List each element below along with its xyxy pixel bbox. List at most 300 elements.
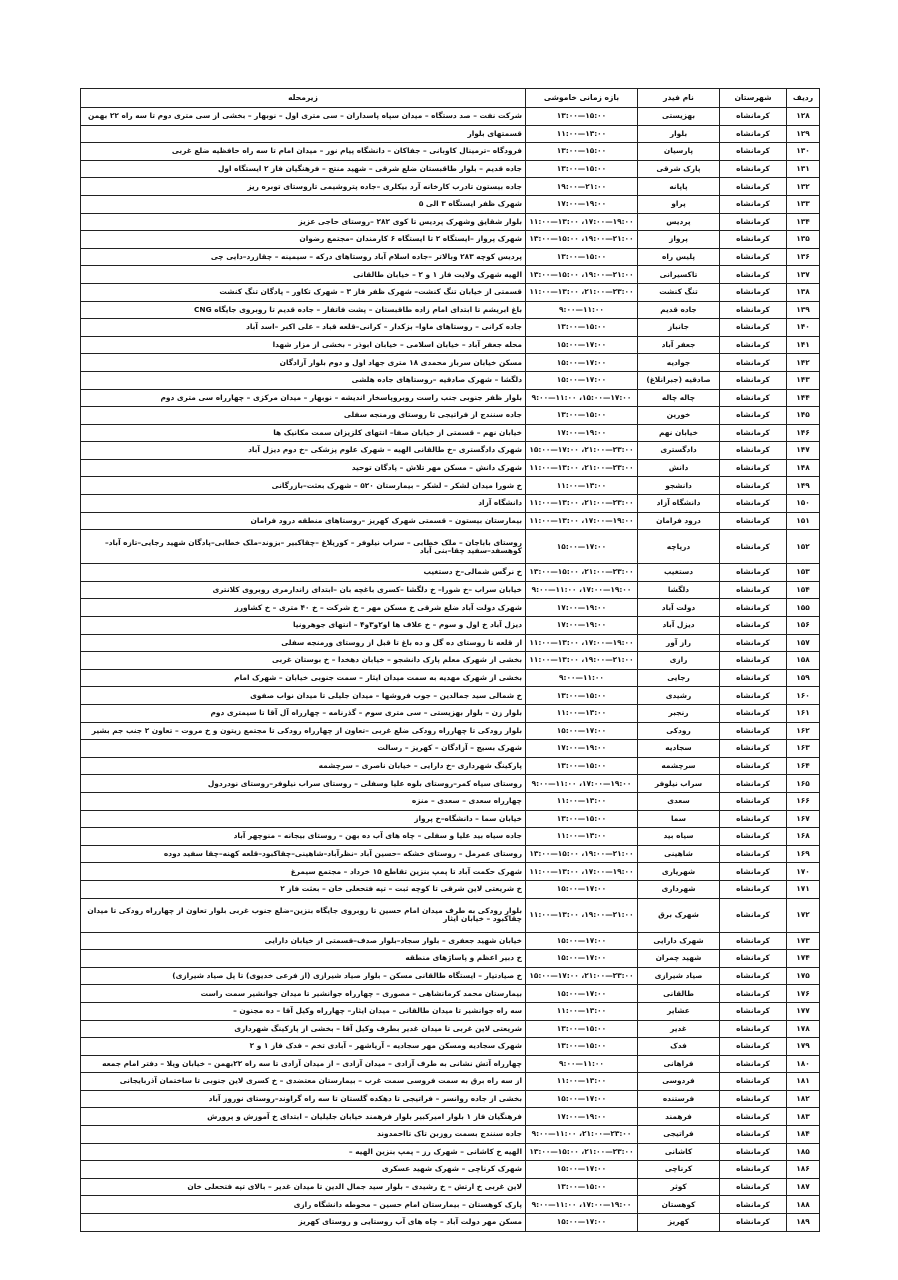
cell-feeder-name: سجادیه: [638, 740, 720, 758]
cell-row-number: ۱۴۴: [787, 389, 820, 407]
table-row: [81, 792, 820, 810]
table-row: [81, 1002, 820, 1020]
cell-outage-time: ۱۳:۰۰—۱۱:۰۰: [526, 792, 638, 810]
cell-feeder-name: سرچشمه: [638, 757, 720, 775]
cell-row-number: ۱۸۹: [787, 1214, 820, 1232]
cell-row-number: ۱۴۲: [787, 354, 820, 372]
cell-row-number: ۱۸۴: [787, 1126, 820, 1144]
cell-feeder-name: پراو: [638, 195, 720, 213]
cell-feeder-name: کوهستان: [638, 1196, 720, 1214]
cell-row-number: ۱۸۶: [787, 1161, 820, 1179]
cell-outage-time: ۲۱:۰۰—۱۹:۰۰، ۱۳:۰۰—۱۱:۰۰: [526, 652, 638, 670]
cell-city: کرمانشاه: [720, 160, 787, 178]
cell-outage-time: ۱۹:۰۰—۱۷:۰۰، ۱۳:۰۰—۱۱:۰۰: [526, 634, 638, 652]
cell-city: کرمانشاه: [720, 1214, 787, 1232]
cell-outage-time: ۱۹:۰۰—۱۷:۰۰: [526, 617, 638, 635]
cell-outage-time: ۱۹:۰۰—۱۷:۰۰، ۱۱:۰۰—۹:۰۰: [526, 581, 638, 599]
cell-row-number: ۱۵۳: [787, 564, 820, 582]
cell-sub-area: الهیه شهرک ولایت فاز ۱ و ۲ – خیابان طالقانی: [81, 266, 526, 284]
outage-schedule-table: [80, 88, 820, 1232]
cell-feeder-name: تنگ کنشت: [638, 283, 720, 301]
cell-outage-time: ۱۳:۰۰—۱۱:۰۰: [526, 828, 638, 846]
cell-outage-time: ۲۳:۰۰—۲۱:۰۰، ۱۵:۰۰—۱۳:۰۰: [526, 564, 638, 582]
cell-city: کرمانشاه: [720, 336, 787, 354]
cell-sub-area: سه راه جوانشیر تا میدان طالقانی – میدان ایثار– چهارراه وکیل آقا – ده مجنون –: [81, 1002, 526, 1020]
table-row: [81, 371, 820, 389]
cell-row-number: ۱۳۳: [787, 195, 820, 213]
cell-row-number: ۱۴۹: [787, 477, 820, 495]
table-row: [81, 652, 820, 670]
table-row: [81, 985, 820, 1003]
cell-city: کرمانشاه: [720, 424, 787, 442]
cell-outage-time: ۱۹:۰۰—۱۷:۰۰: [526, 740, 638, 758]
cell-row-number: ۱۵۸: [787, 652, 820, 670]
cell-row-number: ۱۸۱: [787, 1073, 820, 1091]
cell-feeder-name: تاکسیرانی: [638, 266, 720, 284]
cell-outage-time: ۱۵:۰۰—۱۳:۰۰: [526, 1038, 638, 1056]
cell-outage-time: ۱۷:۰۰—۱۵:۰۰، ۱۱:۰۰—۹:۰۰: [526, 389, 638, 407]
cell-outage-time: ۱۹:۰۰—۱۷:۰۰: [526, 1108, 638, 1126]
cell-outage-time: ۱۹:۰۰—۱۷:۰۰، ۱۱:۰۰—۹:۰۰: [526, 775, 638, 793]
table-row: [81, 1090, 820, 1108]
cell-row-number: ۱۵۹: [787, 669, 820, 687]
cell-outage-time: ۲۱:۰۰—۱۹:۰۰، ۱۵:۰۰—۱۳:۰۰: [526, 845, 638, 863]
cell-row-number: ۱۷۹: [787, 1038, 820, 1056]
cell-feeder-name: صیاد شیرازی: [638, 967, 720, 985]
cell-sub-area: خ نرگس شمالی–خ دستغیب: [81, 564, 526, 582]
cell-feeder-name: سعدی: [638, 792, 720, 810]
cell-city: کرمانشاه: [720, 283, 787, 301]
table-row: [81, 336, 820, 354]
cell-sub-area: خ صیادتیار – ایستگاه طالقانی مسکن – بلوار صیاد شیرازی (از فرعی خدیوی) تا پل صیاد شیرازی): [81, 967, 526, 985]
cell-city: کرمانشاه: [720, 581, 787, 599]
cell-city: کرمانشاه: [720, 950, 787, 968]
cell-city: کرمانشاه: [720, 599, 787, 617]
cell-feeder-name: شهرک برق: [638, 898, 720, 932]
table-row: [81, 1126, 820, 1144]
cell-outage-time: ۱۹:۰۰—۱۷:۰۰: [526, 195, 638, 213]
cell-outage-time: ۱۳:۰۰—۱۱:۰۰: [526, 1002, 638, 1020]
cell-city: کرمانشاه: [720, 108, 787, 126]
table-row: [81, 424, 820, 442]
cell-feeder-name: سما: [638, 810, 720, 828]
cell-outage-time: ۱۵:۰۰—۱۳:۰۰: [526, 143, 638, 161]
cell-city: کرمانشاه: [720, 687, 787, 705]
cell-city: کرمانشاه: [720, 757, 787, 775]
cell-city: کرمانشاه: [720, 1126, 787, 1144]
cell-feeder-name: جعفر آباد: [638, 336, 720, 354]
table-row: [81, 669, 820, 687]
cell-feeder-name: کاشانی: [638, 1143, 720, 1161]
outage-schedule-sheet: [80, 88, 820, 1232]
table-row: [81, 512, 820, 530]
cell-feeder-name: سیاه بید: [638, 828, 720, 846]
cell-row-number: ۱۸۸: [787, 1196, 820, 1214]
cell-sub-area: بلوار شقایق وشهرک پردیس تا کوی ۲۸۲ –روستای حاجی عزیز: [81, 213, 526, 231]
cell-outage-time: ۲۳:۰۰—۲۱:۰۰، ۱۷:۰۰—۱۵:۰۰: [526, 442, 638, 460]
header-feeder-name: نام فیدر: [638, 89, 720, 108]
cell-feeder-name: رازی: [638, 652, 720, 670]
cell-row-number: ۱۷۳: [787, 932, 820, 950]
cell-row-number: ۱۴۷: [787, 442, 820, 460]
cell-outage-time: ۱۳:۰۰—۱۱:۰۰: [526, 1073, 638, 1091]
cell-outage-time: ۲۳:۰۰—۲۱:۰۰، ۱۱:۰۰—۹:۰۰: [526, 1126, 638, 1144]
cell-city: کرمانشاه: [720, 828, 787, 846]
cell-sub-area: لاین غربی خ ارتش – خ رشیدی – بلوار سید جمال الدین تا میدان غدیر – بالای تپه فتحعلی خان: [81, 1178, 526, 1196]
table-row: [81, 442, 820, 460]
table-row: [81, 495, 820, 513]
cell-city: کرمانشاه: [720, 371, 787, 389]
table-row: [81, 1038, 820, 1056]
table-row: [81, 248, 820, 266]
cell-feeder-name: پلیس راه: [638, 248, 720, 266]
cell-feeder-name: دستغیب: [638, 564, 720, 582]
cell-row-number: ۱۸۷: [787, 1178, 820, 1196]
cell-row-number: ۱۷۴: [787, 950, 820, 968]
cell-row-number: ۱۸۲: [787, 1090, 820, 1108]
cell-feeder-name: شهرک دارایی: [638, 932, 720, 950]
cell-city: کرمانشاه: [720, 845, 787, 863]
cell-feeder-name: دلگشا: [638, 581, 720, 599]
cell-row-number: ۱۶۳: [787, 740, 820, 758]
cell-row-number: ۱۴۸: [787, 459, 820, 477]
table-row: [81, 845, 820, 863]
cell-feeder-name: شهرداری: [638, 880, 720, 898]
cell-sub-area: روستای سیاه کمر–روستای بلوه علیا وسفلی – روستای سراب نیلوفر–روستای نودردول: [81, 775, 526, 793]
table-row: [81, 266, 820, 284]
cell-city: کرمانشاه: [720, 319, 787, 337]
cell-feeder-name: طالقانی: [638, 985, 720, 1003]
cell-sub-area: فرودگاه –ترمینال کاوبانی – جفاکان – دانشگاه پیام نور – میدان امام تا سه راه حافظیه ضلع غربی: [81, 143, 526, 161]
table-row: [81, 1143, 820, 1161]
cell-outage-time: ۱۷:۰۰—۱۵:۰۰: [526, 336, 638, 354]
cell-feeder-name: خورین: [638, 407, 720, 425]
cell-row-number: ۱۳۶: [787, 248, 820, 266]
cell-feeder-name: پرواز: [638, 231, 720, 249]
cell-feeder-name: فرهمند: [638, 1108, 720, 1126]
cell-outage-time: ۲۱:۰۰—۱۹:۰۰: [526, 178, 638, 196]
cell-sub-area: بیمارستان محمد کرمانشاهی – مصوری – چهارراه جوانشیر تا میدان جوانشیر سمت راست: [81, 985, 526, 1003]
cell-sub-area: خیابان نهم – قسمتی از خیابان صفا– انتهای کلزیزان سمت مکانیک ها: [81, 424, 526, 442]
cell-row-number: ۱۵۰: [787, 495, 820, 513]
cell-sub-area: چهارراه سعدی – سعدی – منزه: [81, 792, 526, 810]
cell-outage-time: ۱۹:۰۰—۱۷:۰۰، ۱۳:۰۰—۱۱:۰۰: [526, 512, 638, 530]
cell-row-number: ۱۴۳: [787, 371, 820, 389]
cell-row-number: ۱۶۹: [787, 845, 820, 863]
cell-city: کرمانشاه: [720, 248, 787, 266]
cell-city: کرمانشاه: [720, 407, 787, 425]
cell-feeder-name: رودکی: [638, 722, 720, 740]
cell-outage-time: ۱۵:۰۰—۱۳:۰۰: [526, 248, 638, 266]
cell-outage-time: ۲۳:۰۰—۲۱:۰۰، ۱۳:۰۰—۱۱:۰۰: [526, 459, 638, 477]
cell-row-number: ۱۵۶: [787, 617, 820, 635]
cell-sub-area: بلوار ظفر جنوبی جنب راست روبروپاسخار اندیشه – نوبهار – میدان مرکزی – چهارراه سی متری دوم: [81, 389, 526, 407]
cell-sub-area: شهرک ظفر ایستگاه ۳ الی ۵: [81, 195, 526, 213]
cell-row-number: ۱۵۲: [787, 530, 820, 564]
cell-row-number: ۱۷۸: [787, 1020, 820, 1038]
cell-city: کرمانشاه: [720, 195, 787, 213]
cell-city: کرمانشاه: [720, 512, 787, 530]
cell-feeder-name: رشیدی: [638, 687, 720, 705]
table-row: [81, 530, 820, 564]
table-row: [81, 810, 820, 828]
cell-sub-area: خ شورا میدان لشکر – لشکر – بیمارستان ۵۲۰ – شهرک بعثت–بازرگانی: [81, 477, 526, 495]
cell-outage-time: ۱۵:۰۰—۱۳:۰۰: [526, 1178, 638, 1196]
cell-outage-time: ۱۷:۰۰—۱۵:۰۰: [526, 985, 638, 1003]
cell-city: کرمانشاه: [720, 143, 787, 161]
cell-row-number: ۱۳۰: [787, 143, 820, 161]
cell-sub-area: دانشگاه آزاد: [81, 495, 526, 513]
cell-sub-area: پردیس کوچه ۲۸۳ وبالاتر –جاده اسلام آباد روستاهای درکه – سیمینه – چقازرد–دایی چی: [81, 248, 526, 266]
cell-city: کرمانشاه: [720, 863, 787, 881]
cell-row-number: ۱۶۴: [787, 757, 820, 775]
cell-feeder-name: کهریز: [638, 1214, 720, 1232]
cell-sub-area: شهرک دانش – مسکن مهر تلاش – پادگان توحید: [81, 459, 526, 477]
cell-city: کرمانشاه: [720, 442, 787, 460]
cell-row-number: ۱۵۷: [787, 634, 820, 652]
cell-city: کرمانشاه: [720, 634, 787, 652]
cell-city: کرمانشاه: [720, 354, 787, 372]
cell-city: کرمانشاه: [720, 266, 787, 284]
cell-outage-time: ۱۵:۰۰—۱۳:۰۰: [526, 1020, 638, 1038]
cell-city: کرمانشاه: [720, 125, 787, 143]
header-city: شهرستان: [720, 89, 787, 108]
cell-feeder-name: دانشجو: [638, 477, 720, 495]
cell-sub-area: بخشی از جاده روانسر – فراتیجی تا دهکده گلستان تا سه راه گراوند–روستای نوروز آباد: [81, 1090, 526, 1108]
header-outage-time: بازه زمانی خاموشی: [526, 89, 638, 108]
table-row: [81, 1108, 820, 1126]
cell-outage-time: ۱۵:۰۰—۱۳:۰۰: [526, 160, 638, 178]
cell-row-number: ۱۶۵: [787, 775, 820, 793]
cell-sub-area: الهیه خ کاشانی – شهرک رز – پمپ بنزین الهیه –: [81, 1143, 526, 1161]
cell-row-number: ۱۳۴: [787, 213, 820, 231]
cell-sub-area: قسمتی از خیابان تنگ کنشت– شهرک ظفر فاز ۳ – شهرک تکاور – پادگان تنگ کنشت: [81, 283, 526, 301]
cell-feeder-name: صادقیه (جبرانلاغ): [638, 371, 720, 389]
cell-city: کرمانشاه: [720, 775, 787, 793]
cell-row-number: ۱۷۱: [787, 880, 820, 898]
table-row: [81, 283, 820, 301]
cell-outage-time: ۲۱:۰۰—۱۹:۰۰، ۱۳:۰۰—۱۱:۰۰: [526, 898, 638, 932]
cell-feeder-name: خیابان نهم: [638, 424, 720, 442]
cell-city: کرمانشاه: [720, 1073, 787, 1091]
cell-row-number: ۱۵۱: [787, 512, 820, 530]
cell-feeder-name: غدیر: [638, 1020, 720, 1038]
cell-row-number: ۱۴۶: [787, 424, 820, 442]
cell-row-number: ۱۲۸: [787, 108, 820, 126]
cell-city: کرمانشاه: [720, 178, 787, 196]
cell-feeder-name: جوادیه: [638, 354, 720, 372]
cell-feeder-name: بلوار: [638, 125, 720, 143]
header-sub-area: زیرمحله: [81, 89, 526, 108]
cell-feeder-name: دیزل آباد: [638, 617, 720, 635]
cell-feeder-name: دریاچه: [638, 530, 720, 564]
cell-row-number: ۱۳۸: [787, 283, 820, 301]
table-row: [81, 740, 820, 758]
table-row: [81, 178, 820, 196]
cell-sub-area: خ شریعتی لاین شرقی تا کوچه ثبت – تپه فتحعلی خان – بعثت فاز ۲: [81, 880, 526, 898]
cell-feeder-name: فرستنده: [638, 1090, 720, 1108]
cell-outage-time: ۱۷:۰۰—۱۵:۰۰: [526, 354, 638, 372]
cell-feeder-name: شاهینی: [638, 845, 720, 863]
table-row: [81, 1161, 820, 1179]
cell-city: کرمانشاه: [720, 1108, 787, 1126]
table-body: [81, 108, 820, 1232]
cell-feeder-name: فراتیجی: [638, 1126, 720, 1144]
cell-feeder-name: شهید چمران: [638, 950, 720, 968]
cell-outage-time: ۱۵:۰۰—۱۳:۰۰: [526, 407, 638, 425]
cell-sub-area: باغ ابریشم تا ابتدای امام زاده طاقبستان – پشت فاتفار – جاده قدیم تا روبروی جایگاه CNG: [81, 301, 526, 319]
cell-row-number: ۱۶۰: [787, 687, 820, 705]
cell-sub-area: شریعتی لاین غربی تا میدان غدیر بطرف وکیل آقا – بخشی از پارکینگ شهرداری: [81, 1020, 526, 1038]
cell-feeder-name: پردیس: [638, 213, 720, 231]
table-row: [81, 319, 820, 337]
cell-city: کرمانشاه: [720, 1143, 787, 1161]
table-row: [81, 634, 820, 652]
cell-city: کرمانشاه: [720, 722, 787, 740]
cell-sub-area: مسکن مهر دولت آباد – چاه های آب روستایی و روستای کهریز: [81, 1214, 526, 1232]
cell-feeder-name: دانش: [638, 459, 720, 477]
cell-city: کرمانشاه: [720, 231, 787, 249]
cell-sub-area: دلگشا – شهرک صادقیه –روستاهای جاده هلشی: [81, 371, 526, 389]
cell-sub-area: مسکن خیابان سرباز محمدی ۱۸ متری جهاد اول و دوم بلوار آزادگان: [81, 354, 526, 372]
cell-row-number: ۱۸۳: [787, 1108, 820, 1126]
cell-outage-time: ۱۷:۰۰—۱۵:۰۰: [526, 371, 638, 389]
cell-sub-area: روستای باباجان – ملک خطابی – سراب نیلوفر – کوریلاغ –چقاکبیر –بزوند–ملک خطابی–پادگان شهید رجایی–تازه آباد–کوهسفد–سفید چقا–بنی آباد: [81, 530, 526, 564]
table-row: [81, 231, 820, 249]
cell-city: کرمانشاه: [720, 898, 787, 932]
cell-city: کرمانشاه: [720, 792, 787, 810]
cell-outage-time: ۱۹:۰۰—۱۷:۰۰: [526, 424, 638, 442]
cell-row-number: ۱۸۰: [787, 1055, 820, 1073]
cell-outage-time: ۱۳:۰۰—۱۱:۰۰: [526, 705, 638, 723]
table-row: [81, 143, 820, 161]
cell-sub-area: بیمارستان بیستون – قسمتی شهرک کهریز –روستاهای منطقه درود فرامان: [81, 512, 526, 530]
table-row: [81, 459, 820, 477]
cell-sub-area: از قلعه تا روستای ده گل و ده باغ تا قبل از روستای ورمنجه سفلی: [81, 634, 526, 652]
cell-sub-area: پارک کوهستان – بیمارستان امام حسین – محوطه دانشگاه رازی: [81, 1196, 526, 1214]
cell-feeder-name: راز آور: [638, 634, 720, 652]
cell-city: کرمانشاه: [720, 617, 787, 635]
cell-sub-area: خیابان شهید جعفری – بلوار سجاد–بلوار صدف–قسمتی از خیابان دارایی: [81, 932, 526, 950]
table-row: [81, 950, 820, 968]
cell-row-number: ۱۶۱: [787, 705, 820, 723]
cell-outage-time: ۱۷:۰۰—۱۵:۰۰: [526, 1161, 638, 1179]
cell-outage-time: ۱۷:۰۰—۱۵:۰۰: [526, 1214, 638, 1232]
table-row: [81, 108, 820, 126]
table-row: [81, 687, 820, 705]
cell-city: کرمانشاه: [720, 1038, 787, 1056]
table-row: [81, 1055, 820, 1073]
table-row: [81, 581, 820, 599]
cell-city: کرمانشاه: [720, 564, 787, 582]
cell-sub-area: خیابان سما – دانشگاه–خ پرواز: [81, 810, 526, 828]
cell-row-number: ۱۷۶: [787, 985, 820, 1003]
cell-feeder-name: پارسیان: [638, 143, 720, 161]
cell-row-number: ۱۴۱: [787, 336, 820, 354]
cell-sub-area: از سه راه برق به سمت فروسی سمت غرب – بیمارستان معتضدی – خ کسری لاین جنوبی تا ساختمان آذربایجانی: [81, 1073, 526, 1091]
cell-outage-time: ۱۳:۰۰—۱۱:۰۰: [526, 477, 638, 495]
cell-city: کرمانشاه: [720, 1090, 787, 1108]
cell-sub-area: خ شمالی سید جمالدین – جوب فروشها – میدان جلیلی تا میدان نواب صفوی: [81, 687, 526, 705]
cell-city: کرمانشاه: [720, 213, 787, 231]
cell-row-number: ۱۸۵: [787, 1143, 820, 1161]
table-row: [81, 564, 820, 582]
cell-sub-area: دیزل آباد خ اول و سوم – خ علاف ها او۲و۳و۴ – انتهای جوهرونیا: [81, 617, 526, 635]
table-row: [81, 757, 820, 775]
table-row: [81, 1178, 820, 1196]
table-row: [81, 125, 820, 143]
cell-outage-time: ۱۵:۰۰—۱۳:۰۰: [526, 757, 638, 775]
cell-outage-time: ۲۳:۰۰—۲۱:۰۰، ۱۳:۰۰—۱۱:۰۰: [526, 283, 638, 301]
cell-city: کرمانشاه: [720, 1178, 787, 1196]
cell-outage-time: ۱۷:۰۰—۱۵:۰۰: [526, 880, 638, 898]
cell-sub-area: محله جعفر آباد – خیابان اسلامی – خیابان ابوذر – بخشی از مزار شهدا: [81, 336, 526, 354]
cell-outage-time: ۱۹:۰۰—۱۷:۰۰، ۱۱:۰۰—۹:۰۰: [526, 1196, 638, 1214]
table-header-row: [81, 89, 820, 108]
cell-sub-area: شهرک بسیج – آزادگان – کهریز – رسالت: [81, 740, 526, 758]
cell-sub-area: پارکینگ شهرداری –خ دارایی – خیابان ناصری – سرچشمه: [81, 757, 526, 775]
cell-city: کرمانشاه: [720, 932, 787, 950]
table-row: [81, 722, 820, 740]
cell-outage-time: ۲۳:۰۰—۲۱:۰۰، ۱۵:۰۰—۱۳:۰۰: [526, 1143, 638, 1161]
cell-row-number: ۱۷۲: [787, 898, 820, 932]
cell-outage-time: ۲۱:۰۰—۱۹:۰۰، ۱۵:۰۰—۱۳:۰۰: [526, 231, 638, 249]
cell-city: کرمانشاه: [720, 669, 787, 687]
cell-feeder-name: دانشگاه آزاد: [638, 495, 720, 513]
cell-row-number: ۱۷۰: [787, 863, 820, 881]
cell-row-number: ۱۲۹: [787, 125, 820, 143]
table-row: [81, 389, 820, 407]
cell-city: کرمانشاه: [720, 985, 787, 1003]
cell-city: کرمانشاه: [720, 301, 787, 319]
cell-feeder-name: درود فرامان: [638, 512, 720, 530]
cell-sub-area: روستای عمرمل – روستای خشکه –حسین آباد –نظرآباد–شاهینی–چقاکبود–قلعه کهنه–چقا سفید دوده: [81, 845, 526, 863]
cell-sub-area: شهرک پرواز –ایستگاه ۲ تا ایستگاه ۶ کارمندان –مجتمع رضوان: [81, 231, 526, 249]
cell-feeder-name: دادگستری: [638, 442, 720, 460]
cell-outage-time: ۱۱:۰۰—۹:۰۰: [526, 669, 638, 687]
cell-outage-time: ۲۳:۰۰—۲۱:۰۰، ۱۳:۰۰—۱۱:۰۰: [526, 495, 638, 513]
cell-outage-time: ۱۵:۰۰—۱۳:۰۰: [526, 108, 638, 126]
table-row: [81, 407, 820, 425]
table-row: [81, 195, 820, 213]
cell-row-number: ۱۷۵: [787, 967, 820, 985]
cell-sub-area: چهارراه آتش نشانی به طرف آزادی – میدان آزادی – از میدان آزادی تا سه راه ۲۲بهمن – خیابان ویلا – دفتر امام جمعه: [81, 1055, 526, 1073]
cell-sub-area: جاده سنندج بسمت روزبن تاک تااحمدوند: [81, 1126, 526, 1144]
cell-row-number: ۱۶۶: [787, 792, 820, 810]
cell-sub-area: شهرک سجادیه ومسکن مهر سجادیه – آریاشهر – آبادی تخم – فدک فاز ۱ و ۲: [81, 1038, 526, 1056]
cell-row-number: ۱۳۱: [787, 160, 820, 178]
table-row: [81, 477, 820, 495]
table-row: [81, 898, 820, 932]
cell-city: کرمانشاه: [720, 1002, 787, 1020]
cell-sub-area: خیابان سراب –خ شورا– خ دلگشا –کسری باغچه بان –ابتدای زاندارمری روبروی کلانتری: [81, 581, 526, 599]
cell-sub-area: بخشی از شهرک مهدیه به سمت میدان ایثار – سمت جنوبی خیابان – شهرک امام: [81, 669, 526, 687]
table-row: [81, 967, 820, 985]
cell-row-number: ۱۵۴: [787, 581, 820, 599]
table-row: [81, 213, 820, 231]
cell-outage-time: ۱۵:۰۰—۱۳:۰۰: [526, 687, 638, 705]
table-row: [81, 1214, 820, 1232]
cell-city: کرمانشاه: [720, 1055, 787, 1073]
table-row: [81, 301, 820, 319]
cell-outage-time: ۱۷:۰۰—۱۵:۰۰: [526, 932, 638, 950]
cell-feeder-name: دولت آباد: [638, 599, 720, 617]
cell-sub-area: شهرک دولت آباد ضلع شرقی خ مسکن مهر – خ شرکت – خ ۴۰ متری – خ کشاورز: [81, 599, 526, 617]
table-row: [81, 354, 820, 372]
cell-outage-time: ۱۵:۰۰—۱۳:۰۰: [526, 319, 638, 337]
cell-sub-area: شرکت نفت – صد دستگاه – میدان سپاه پاسداران – سی متری اول – نوبهار – بخشی از سی متری دوم تا سه راه ۲۲ بهمن: [81, 108, 526, 126]
cell-sub-area: قسمتهای بلوار: [81, 125, 526, 143]
